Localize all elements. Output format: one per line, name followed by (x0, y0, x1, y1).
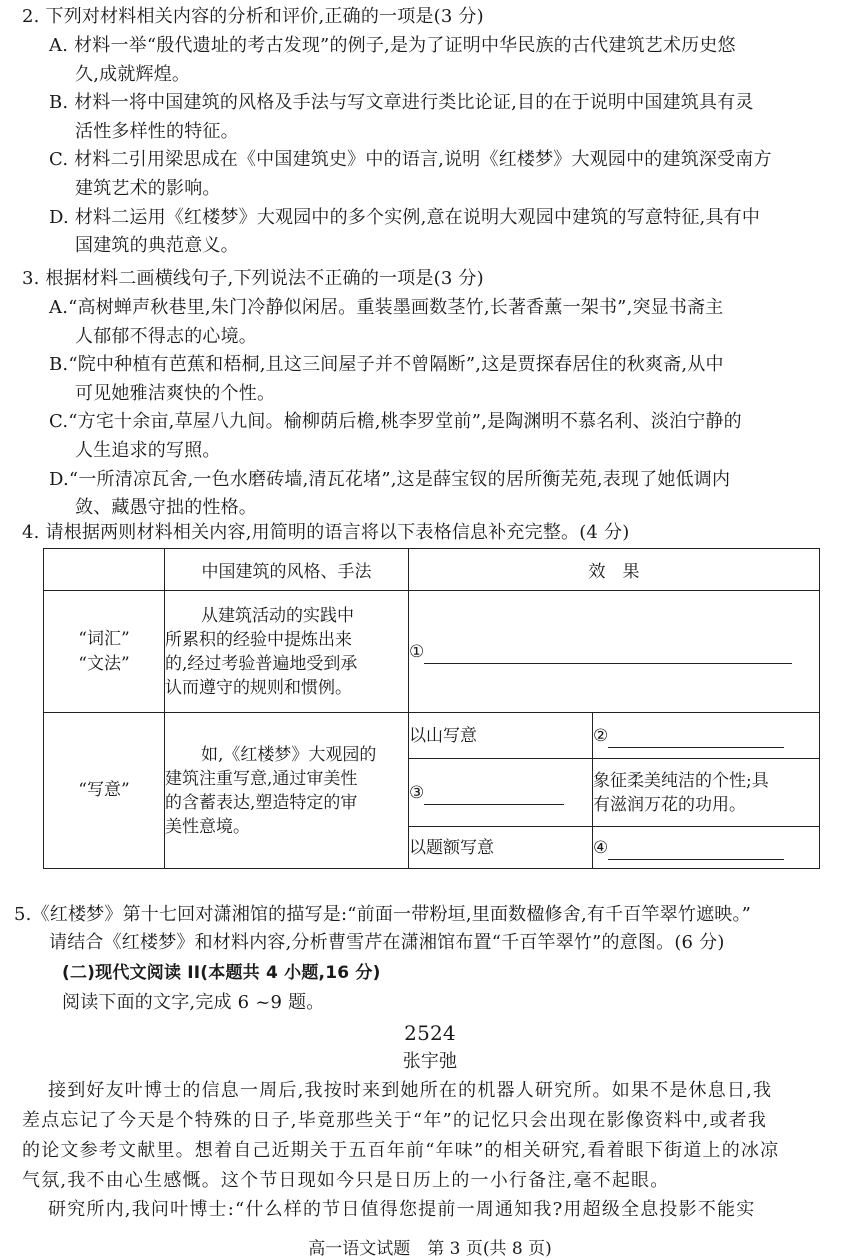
option-line: A. 材料一举“殷代遗址的考古发现”的例子,是为了证明中华民族的古代建筑艺术历史悠 (49, 35, 736, 56)
answer-blank-3[interactable]: ③ (409, 759, 593, 827)
cell-water-effect: 象征柔美纯洁的个性;具 有滋润万花的功用。 (593, 759, 820, 827)
answer-blank-2[interactable]: ② (593, 713, 820, 759)
row-desc-vocab: 从建筑活动的实践中 所累积的经验中提炼出来 的,经过考验普遍地受到承 认而遵守的规则和惯例。 (165, 591, 409, 713)
cell-plaque: 以题额写意 (409, 827, 593, 869)
row-label-vocab: “词汇” “文法” (44, 591, 165, 713)
table-header-empty (44, 549, 165, 591)
info-table (43, 548, 820, 869)
option-continuation: 敛、藏愚守拙的性格。 (75, 497, 257, 519)
blank-line (424, 643, 792, 664)
cell-mountain: 以山写意 (409, 713, 593, 759)
option-continuation: 久,成就辉煌。 (75, 63, 191, 85)
option-line: A.“高树蝉声秋巷里,朱门冷静似闲居。重装墨画数茎竹,长著香薰一架书”,突显书斋主 (49, 297, 724, 318)
article-paragraph-line: 差点忘记了今天是个特殊的日子,毕竟那些关于“年”的记忆只会出现在影像资料中,或者我 (22, 1110, 768, 1131)
option-continuation: 人郁郁不得志的心境。 (75, 325, 257, 347)
article-author: 张宇弛 (402, 1051, 458, 1072)
blank-line (608, 839, 784, 860)
article-paragraph-line: 的论文参考文献里。想着自己近期关于五百年前“年味”的相关研究,看着眼下街道上的冰凉 (22, 1140, 780, 1161)
row-desc-xieyi: 如,《红楼梦》大观园的 建筑注重写意,通过审美性 的含蓄表达,塑造特定的审 美性意境。 (165, 713, 409, 869)
question-5-line1: 5.《红楼梦》第十七回对潇湘馆的描写是:“前面一带粉垣,里面数楹修舍,有千百竿翠竹遮映。” (14, 904, 752, 925)
blank-line (608, 727, 784, 748)
option-line: D.“一所清凉瓦舍,一色水磨砖墙,清瓦花堵”,这是薛宝钗的居所衡芜苑,表现了她低调内 (49, 468, 731, 490)
page-footer: 高一语文试题 第 3 页(共 8 页) (308, 1239, 552, 1259)
option-line: D. 材料二运用《红楼梦》大观园中的多个实例,意在说明大观园中建筑的写意特征,具有中 (49, 206, 761, 228)
article-paragraph-line: 研究所内,我问叶博士:“什么样的节日值得您提前一周通知我?用超级全息投影不能实 (48, 1199, 756, 1220)
article-paragraph-line: 接到好友叶博士的信息一周后,我按时来到她所在的机器人研究所。如果不是休息日,我 (48, 1080, 773, 1101)
section-instruction: 阅读下面的文字,完成 6 ~9 题。 (62, 992, 325, 1013)
table-header-effect: 效 果 (409, 549, 820, 591)
option-continuation: 人生追求的写照。 (75, 440, 221, 461)
table-header-style: 中国建筑的风格、手法 (165, 549, 409, 591)
option-continuation: 建筑艺术的影响。 (75, 178, 221, 199)
option-continuation: 可见她雅洁爽快的个性。 (75, 382, 276, 404)
section-heading: (二)现代文阅读 II(本题共 4 小题,16 分) (62, 963, 381, 983)
article-paragraph-line: 气氛,我不由心生感慨。这个节日现如今只是日历上的一小行备注,毫不起眼。 (22, 1170, 670, 1191)
option-line: B.“院中种植有芭蕉和梧桐,且这三间屋子并不曾隔断”,这是贾探春居住的秋爽斋,从中 (49, 354, 724, 376)
question-3-stem: 3. 根据材料二画横线句子,下列说法不正确的一项是(3 分) (22, 268, 484, 289)
article-title: 2524 (404, 1021, 456, 1045)
blank-line (424, 784, 564, 805)
question-4-stem: 4. 请根据两则材料相关内容,用简明的语言将以下表格信息补充完整。(4 分) (22, 522, 630, 543)
option-continuation: 国建筑的典范意义。 (75, 235, 239, 257)
question-5-line2: 请结合《红楼梦》和材料内容,分析曹雪芹在潇湘馆布置“千百竿翠竹”的意图。(6 分) (49, 932, 725, 953)
table-row-vocab (44, 591, 820, 713)
option-line: C. 材料二引用梁思成在《中国建筑史》中的语言,说明《红楼梦》大观园中的建筑深受南方 (49, 149, 772, 171)
row-label-xieyi: “写意” (44, 713, 165, 869)
option-continuation: 活性多样性的特征。 (75, 120, 239, 142)
option-line: B. 材料一将中国建筑的风格及手法与写文章进行类比论证,目的在于说明中国建筑具有灵 (49, 92, 754, 114)
table-header-row (44, 549, 820, 591)
table-row-mountain (44, 713, 820, 759)
answer-blank-4[interactable]: ④ (593, 827, 820, 869)
option-line: C.“方宅十余亩,草屋八九间。榆柳荫后檐,桃李罗堂前”,是陶渊明不慕名利、淡泊宁静的 (49, 411, 742, 433)
question-2-stem: 2. 下列对材料相关内容的分析和评价,正确的一项是(3 分) (22, 6, 484, 27)
answer-blank-1[interactable]: ① (409, 591, 820, 713)
